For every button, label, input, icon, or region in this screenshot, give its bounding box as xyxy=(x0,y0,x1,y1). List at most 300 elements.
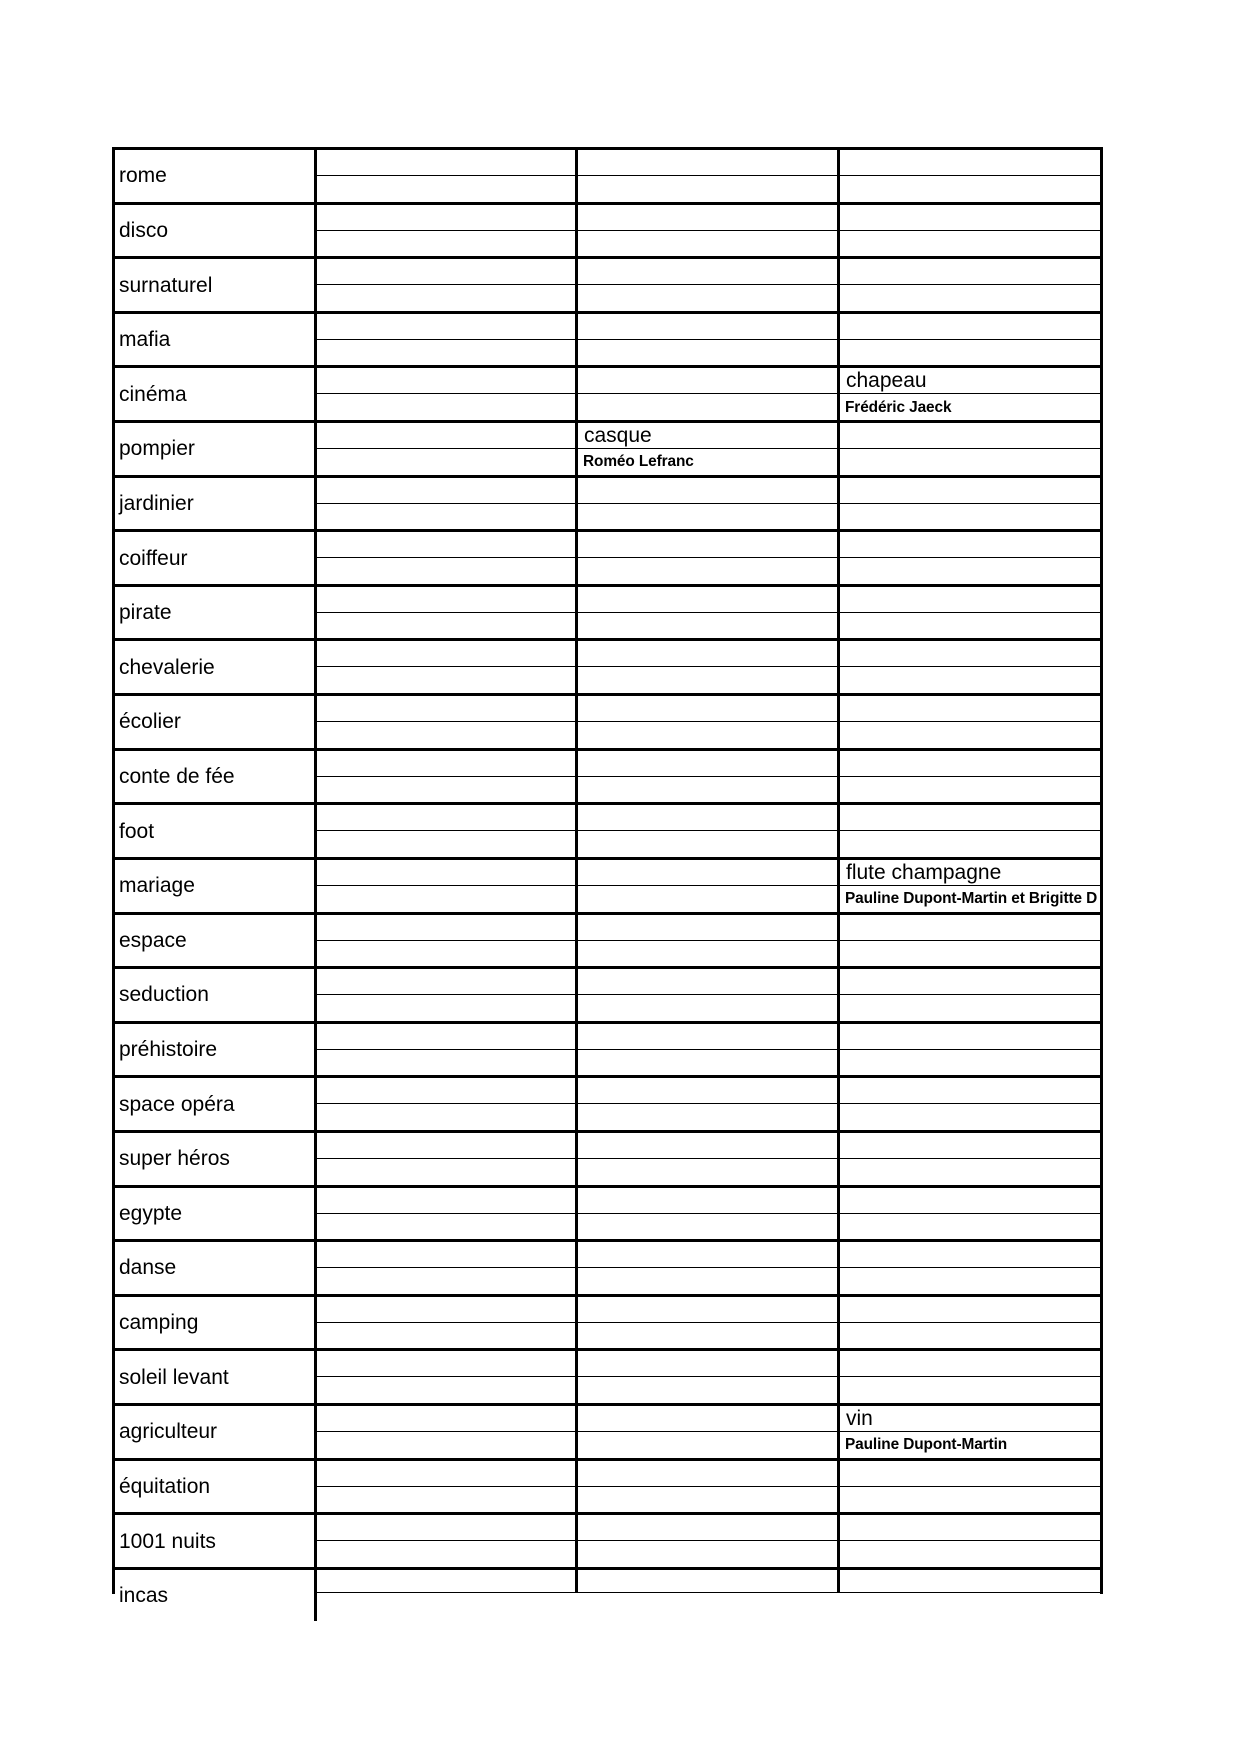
table-row-mafia xyxy=(115,314,1100,369)
theme-label: chevalerie xyxy=(119,655,215,679)
theme-cell xyxy=(115,1515,317,1567)
table-row-foot xyxy=(115,805,1100,860)
item-subcell xyxy=(317,423,575,449)
entry-cell xyxy=(840,423,1100,475)
person-subcell xyxy=(840,831,1100,857)
person-subcell xyxy=(578,886,837,912)
item-subcell xyxy=(578,423,837,449)
table-row-1001-nuits xyxy=(115,1515,1100,1570)
item-subcell xyxy=(840,532,1100,558)
theme-cell xyxy=(115,1024,317,1076)
person-text: Frédéric Jaeck xyxy=(845,398,952,416)
item-subcell xyxy=(578,314,837,340)
entry-cell xyxy=(840,314,1100,366)
person-subcell xyxy=(840,1159,1100,1185)
item-subcell xyxy=(317,1570,575,1593)
item-subcell xyxy=(840,587,1100,613)
entry-cell xyxy=(317,587,578,639)
person-subcell xyxy=(317,231,575,257)
entry-cell xyxy=(840,696,1100,748)
theme-label: mafia xyxy=(119,328,171,352)
item-subcell xyxy=(578,805,837,831)
item-subcell xyxy=(840,205,1100,231)
table-row-espace xyxy=(115,915,1100,970)
item-subcell xyxy=(578,368,837,394)
entry-cell xyxy=(840,259,1100,311)
item-subcell xyxy=(840,1297,1100,1323)
entry-cell xyxy=(840,1133,1100,1185)
theme-label: jardinier xyxy=(119,491,194,515)
table-row-pompier xyxy=(115,423,1100,478)
entry-cell xyxy=(317,751,578,803)
entry-cell xyxy=(578,1570,840,1593)
item-subcell xyxy=(317,805,575,831)
theme-label: pirate xyxy=(119,601,172,625)
item-subcell xyxy=(578,1406,837,1432)
item-subcell xyxy=(317,478,575,504)
item-subcell xyxy=(840,1351,1100,1377)
theme-cell xyxy=(115,587,317,639)
entry-cell xyxy=(578,587,840,639)
person-subcell xyxy=(578,176,837,202)
person-subcell xyxy=(840,340,1100,366)
table-row-incas-partial xyxy=(115,1570,1100,1608)
item-subcell xyxy=(317,1242,575,1268)
item-subcell xyxy=(578,751,837,777)
entry-cell xyxy=(317,1297,578,1349)
person-subcell xyxy=(317,1323,575,1349)
entry-cell xyxy=(840,1297,1100,1349)
person-subcell xyxy=(578,777,837,803)
item-subcell xyxy=(840,1078,1100,1104)
item-subcell xyxy=(317,1133,575,1159)
entry-cell xyxy=(578,1188,840,1240)
theme-label: seduction xyxy=(119,983,209,1007)
entry-cell xyxy=(578,969,840,1021)
entry-cell xyxy=(840,805,1100,857)
item-subcell xyxy=(840,150,1100,176)
table-row-mariage xyxy=(115,860,1100,915)
theme-cell xyxy=(115,751,317,803)
entry-cell xyxy=(578,478,840,530)
entry-cell xyxy=(578,860,840,912)
themes-table xyxy=(112,147,1103,1608)
item-subcell xyxy=(317,641,575,667)
item-subcell xyxy=(840,1570,1100,1593)
person-subcell xyxy=(578,667,837,693)
entry-cell xyxy=(578,1351,840,1403)
table-row-disco xyxy=(115,205,1100,260)
person-subcell xyxy=(578,613,837,639)
item-subcell xyxy=(840,915,1100,941)
item-subcell xyxy=(578,860,837,886)
entry-cell xyxy=(840,1188,1100,1240)
person-subcell xyxy=(317,1050,575,1076)
item-subcell xyxy=(578,1078,837,1104)
person-subcell xyxy=(317,1104,575,1130)
person-subcell xyxy=(578,1432,837,1458)
item-subcell xyxy=(840,1515,1100,1541)
theme-cell xyxy=(115,259,317,311)
item-subcell xyxy=(317,1078,575,1104)
entry-cell xyxy=(840,1351,1100,1403)
item-text: vin xyxy=(846,1407,873,1431)
entry-cell xyxy=(317,805,578,857)
item-subcell xyxy=(317,751,575,777)
entry-cell xyxy=(317,423,578,475)
person-subcell xyxy=(840,941,1100,967)
item-text: flute champagne xyxy=(846,860,1002,884)
entry-cell xyxy=(578,1406,840,1458)
item-subcell xyxy=(840,423,1100,449)
person-subcell xyxy=(840,449,1100,475)
entry-cell xyxy=(578,423,840,475)
person-subcell xyxy=(578,1214,837,1240)
theme-label: coiffeur xyxy=(119,546,188,570)
theme-label: espace xyxy=(119,928,187,952)
person-subcell xyxy=(317,1159,575,1185)
theme-label: danse xyxy=(119,1256,177,1280)
theme-label: rome xyxy=(119,164,167,188)
theme-cell xyxy=(115,314,317,366)
table-row-rome xyxy=(115,150,1100,205)
entry-cell xyxy=(840,368,1100,420)
person-subcell xyxy=(578,831,837,857)
item-subcell xyxy=(317,1406,575,1432)
item-subcell xyxy=(840,1461,1100,1487)
item-subcell xyxy=(840,1024,1100,1050)
item-subcell xyxy=(578,478,837,504)
person-subcell xyxy=(317,449,575,475)
entry-cell xyxy=(317,1570,578,1593)
item-subcell xyxy=(840,368,1100,394)
entry-cell xyxy=(317,205,578,257)
entry-cell xyxy=(840,205,1100,257)
theme-cell xyxy=(115,1461,317,1513)
theme-label: disco xyxy=(119,218,169,242)
entry-cell xyxy=(840,1461,1100,1513)
person-subcell xyxy=(317,831,575,857)
theme-label: incas xyxy=(119,1584,169,1608)
item-subcell xyxy=(840,259,1100,285)
item-subcell xyxy=(840,1133,1100,1159)
table-row-chevalerie xyxy=(115,641,1100,696)
person-subcell xyxy=(317,941,575,967)
theme-cell xyxy=(115,205,317,257)
theme-cell xyxy=(115,1133,317,1185)
table-row-space-opéra xyxy=(115,1078,1100,1133)
entry-cell xyxy=(317,478,578,530)
item-subcell xyxy=(317,205,575,231)
entry-cell xyxy=(317,1078,578,1130)
theme-cell xyxy=(115,150,317,202)
entry-cell xyxy=(317,1024,578,1076)
person-subcell xyxy=(840,1214,1100,1240)
table-row-soleil-levant xyxy=(115,1351,1100,1406)
table-rows-container xyxy=(115,150,1100,1570)
table-row-pirate xyxy=(115,587,1100,642)
table-row-préhistoire xyxy=(115,1024,1100,1079)
person-subcell xyxy=(578,1377,837,1403)
entry-cell xyxy=(578,1461,840,1513)
item-subcell xyxy=(578,1133,837,1159)
theme-label: space opéra xyxy=(119,1092,235,1116)
entry-cell xyxy=(317,368,578,420)
table-row-équitation xyxy=(115,1461,1100,1516)
entry-cell xyxy=(317,1133,578,1185)
theme-label: foot xyxy=(119,819,155,843)
entry-cell xyxy=(317,150,578,202)
entry-cell xyxy=(578,1515,840,1567)
theme-cell xyxy=(115,1078,317,1130)
item-subcell xyxy=(317,1351,575,1377)
person-subcell xyxy=(578,231,837,257)
table-row-surnaturel xyxy=(115,259,1100,314)
person-subcell xyxy=(840,777,1100,803)
item-subcell xyxy=(578,1351,837,1377)
item-subcell xyxy=(317,259,575,285)
theme-cell xyxy=(115,1188,317,1240)
person-subcell xyxy=(317,504,575,530)
entry-cell xyxy=(840,532,1100,584)
person-subcell xyxy=(840,722,1100,748)
person-subcell xyxy=(840,613,1100,639)
entry-cell xyxy=(840,587,1100,639)
theme-label: équitation xyxy=(119,1474,211,1498)
entry-cell xyxy=(578,1133,840,1185)
item-subcell xyxy=(317,1515,575,1541)
table-row-agriculteur xyxy=(115,1406,1100,1461)
item-subcell xyxy=(317,860,575,886)
entry-cell xyxy=(840,1242,1100,1294)
person-subcell xyxy=(317,1487,575,1513)
item-subcell xyxy=(317,1188,575,1214)
entry-cell xyxy=(840,1570,1100,1593)
item-subcell xyxy=(317,696,575,722)
item-subcell xyxy=(578,696,837,722)
person-subcell xyxy=(840,886,1100,912)
person-subcell xyxy=(317,558,575,584)
entry-cell xyxy=(317,1406,578,1458)
person-subcell xyxy=(317,722,575,748)
theme-cell xyxy=(115,915,317,967)
item-subcell xyxy=(840,1406,1100,1432)
entry-cell xyxy=(840,751,1100,803)
person-subcell xyxy=(578,1104,837,1130)
person-subcell xyxy=(840,1377,1100,1403)
theme-label: soleil levant xyxy=(119,1365,229,1389)
theme-cell xyxy=(115,1570,317,1622)
person-subcell xyxy=(578,340,837,366)
theme-cell xyxy=(115,860,317,912)
table-row-jardinier xyxy=(115,478,1100,533)
person-subcell xyxy=(578,504,837,530)
theme-label: préhistoire xyxy=(119,1038,218,1062)
theme-cell xyxy=(115,1242,317,1294)
person-text: Pauline Dupont-Martin et Brigitte D xyxy=(845,890,1098,908)
entry-cell xyxy=(578,532,840,584)
item-subcell xyxy=(578,205,837,231)
person-subcell xyxy=(840,1323,1100,1349)
theme-label: écolier xyxy=(119,710,181,734)
item-subcell xyxy=(317,969,575,995)
entry-cell xyxy=(840,1078,1100,1130)
entry-cell xyxy=(840,641,1100,693)
item-subcell xyxy=(840,641,1100,667)
item-subcell xyxy=(578,259,837,285)
entry-cell xyxy=(317,1351,578,1403)
item-subcell xyxy=(840,860,1100,886)
person-subcell xyxy=(840,667,1100,693)
person-subcell xyxy=(840,231,1100,257)
entry-cell xyxy=(840,860,1100,912)
item-subcell xyxy=(578,915,837,941)
entry-cell xyxy=(840,1515,1100,1567)
entry-cell xyxy=(317,1461,578,1513)
theme-cell xyxy=(115,641,317,693)
person-subcell xyxy=(317,340,575,366)
item-subcell xyxy=(578,1242,837,1268)
item-subcell xyxy=(317,314,575,340)
item-subcell xyxy=(840,314,1100,340)
theme-label: 1001 nuits xyxy=(119,1529,216,1553)
item-subcell xyxy=(317,1297,575,1323)
item-subcell xyxy=(578,150,837,176)
item-subcell xyxy=(317,587,575,613)
item-subcell xyxy=(578,1188,837,1214)
person-subcell xyxy=(578,1541,837,1567)
person-subcell xyxy=(317,1541,575,1567)
person-subcell xyxy=(840,1487,1100,1513)
table-row-écolier xyxy=(115,696,1100,751)
person-subcell xyxy=(840,1268,1100,1294)
table-row-seduction xyxy=(115,969,1100,1024)
person-text: Roméo Lefranc xyxy=(583,453,694,471)
entry-cell xyxy=(317,915,578,967)
person-subcell xyxy=(840,1050,1100,1076)
entry-cell xyxy=(578,805,840,857)
table-row-danse xyxy=(115,1242,1100,1297)
person-subcell xyxy=(317,285,575,311)
person-subcell xyxy=(578,1487,837,1513)
theme-cell xyxy=(115,805,317,857)
entry-cell xyxy=(578,696,840,748)
item-subcell xyxy=(840,478,1100,504)
theme-label: conte de fée xyxy=(119,765,235,788)
person-subcell xyxy=(578,394,837,420)
person-subcell xyxy=(840,558,1100,584)
person-text: Pauline Dupont-Martin xyxy=(845,1436,1008,1454)
person-subcell xyxy=(317,613,575,639)
person-subcell xyxy=(317,1432,575,1458)
item-subcell xyxy=(578,1515,837,1541)
theme-cell xyxy=(115,532,317,584)
person-subcell xyxy=(578,722,837,748)
entry-cell xyxy=(840,150,1100,202)
theme-cell xyxy=(115,1351,317,1403)
theme-label: pompier xyxy=(119,437,195,461)
item-subcell xyxy=(840,805,1100,831)
item-subcell xyxy=(317,1461,575,1487)
person-subcell xyxy=(317,995,575,1021)
theme-label: super héros xyxy=(119,1147,230,1171)
entry-cell xyxy=(578,1078,840,1130)
theme-cell xyxy=(115,368,317,420)
theme-cell xyxy=(115,1297,317,1349)
item-subcell xyxy=(840,696,1100,722)
table-row-cinéma xyxy=(115,368,1100,423)
entry-cell xyxy=(840,915,1100,967)
person-subcell xyxy=(317,1377,575,1403)
person-subcell xyxy=(578,1268,837,1294)
theme-cell xyxy=(115,478,317,530)
theme-label: surnaturel xyxy=(119,273,213,297)
entry-cell xyxy=(578,641,840,693)
item-subcell xyxy=(317,368,575,394)
item-subcell xyxy=(578,969,837,995)
entry-cell xyxy=(578,205,840,257)
item-subcell xyxy=(840,751,1100,777)
person-subcell xyxy=(317,176,575,202)
item-subcell xyxy=(578,1570,837,1593)
person-subcell xyxy=(578,941,837,967)
table-row-egypte xyxy=(115,1188,1100,1243)
person-subcell xyxy=(840,176,1100,202)
entry-cell xyxy=(317,1242,578,1294)
table-row-conte-de-fée xyxy=(115,751,1100,806)
person-subcell xyxy=(317,1268,575,1294)
person-subcell xyxy=(317,394,575,420)
theme-cell xyxy=(115,969,317,1021)
item-text: casque xyxy=(584,424,652,448)
entry-cell xyxy=(578,1297,840,1349)
entry-cell xyxy=(840,1024,1100,1076)
entry-cell xyxy=(840,969,1100,1021)
item-subcell xyxy=(578,641,837,667)
item-subcell xyxy=(317,150,575,176)
theme-label: camping xyxy=(119,1311,199,1335)
person-subcell xyxy=(578,1159,837,1185)
person-subcell xyxy=(840,285,1100,311)
theme-label: egypte xyxy=(119,1201,183,1225)
person-subcell xyxy=(317,777,575,803)
theme-label: cinéma xyxy=(119,382,187,406)
item-subcell xyxy=(840,1242,1100,1268)
entry-cell xyxy=(317,532,578,584)
theme-label: mariage xyxy=(119,874,195,898)
entry-cell xyxy=(317,1188,578,1240)
item-subcell xyxy=(578,1297,837,1323)
entry-cell xyxy=(578,150,840,202)
entry-cell xyxy=(317,696,578,748)
person-subcell xyxy=(840,1541,1100,1567)
entry-cell xyxy=(578,915,840,967)
person-subcell xyxy=(840,1432,1100,1458)
person-subcell xyxy=(578,285,837,311)
person-subcell xyxy=(317,886,575,912)
item-subcell xyxy=(317,532,575,558)
person-subcell xyxy=(317,1214,575,1240)
entry-cell xyxy=(317,259,578,311)
person-subcell xyxy=(317,667,575,693)
table-row-coiffeur xyxy=(115,532,1100,587)
person-subcell xyxy=(840,1104,1100,1130)
entry-cell xyxy=(840,478,1100,530)
item-subcell xyxy=(578,1461,837,1487)
entry-cell xyxy=(317,314,578,366)
entry-cell xyxy=(578,1024,840,1076)
item-subcell xyxy=(578,1024,837,1050)
